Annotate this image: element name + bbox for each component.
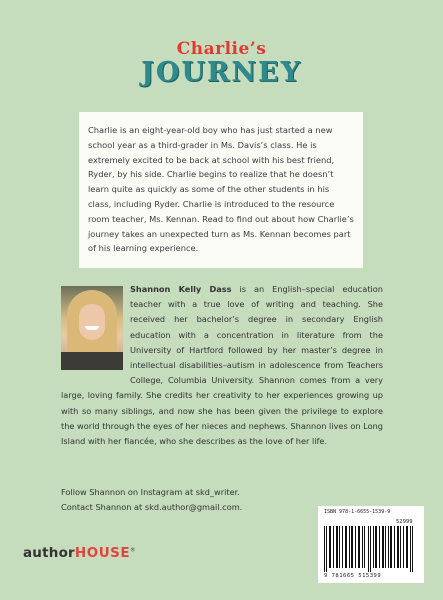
barcode-bars xyxy=(324,518,418,572)
registered-mark: ® xyxy=(130,547,136,554)
title-line-2: JOURNEY xyxy=(141,57,302,88)
publisher-logo xyxy=(23,545,135,561)
instagram-line: Follow Shannon on Instagram at skd_writer. xyxy=(61,487,240,497)
title-line-1: Charlie’s xyxy=(176,39,267,59)
synopsis-box: Charlie is an eight-year-old boy who has just started a new school year as a third-grader in Ms. Davis’s class. He is extremely excited to be back at school with his best friend, Ryder, by his side. Charlie begins to realize that he doesn’t learn quite as quickly as some of the other students in his class, including Ryder. Charlie is introduced to the resource room teacher, Ms. Kennan. Read to find out about how Charlie’s journey takes an unexpected turn as Ms. Kennan becomes part of his learning experience. xyxy=(79,112,363,268)
author-bio xyxy=(61,282,383,449)
barcode-number: 9 781665 515399 xyxy=(324,573,382,579)
follow-info xyxy=(61,485,242,516)
contact-line: Contact Shannon at skd.author@gmail.com. xyxy=(61,502,243,513)
price-code: 52999 xyxy=(396,519,413,525)
barcode xyxy=(318,506,424,583)
publisher-name-part1: author xyxy=(23,545,75,561)
publisher-name-part2: HOUSE xyxy=(74,545,131,561)
author-bio-text: is an English–special education teacher with a true love of writing and teaching. She received her bachelor’s degree in secondary English education with a concentration in literature from the University of Hartford followed by her master’s degree in intellectual disabilities–autism in adolescence from Teachers College, Columbia University. Shannon comes from a very large, loving family. She credits her creativity to her experiences growing up with so many siblings, and now she has been given the privilege to explore the world through the eyes of her nieces and nephews. Shannon lives on Long Island with her fiancée, who she describes as the love of her life. xyxy=(61,284,383,447)
book-title xyxy=(0,40,443,88)
isbn-text: ISBN 978-1-6655-1539-9 xyxy=(324,509,391,515)
author-name: Shannon Kelly Dass xyxy=(130,284,232,294)
